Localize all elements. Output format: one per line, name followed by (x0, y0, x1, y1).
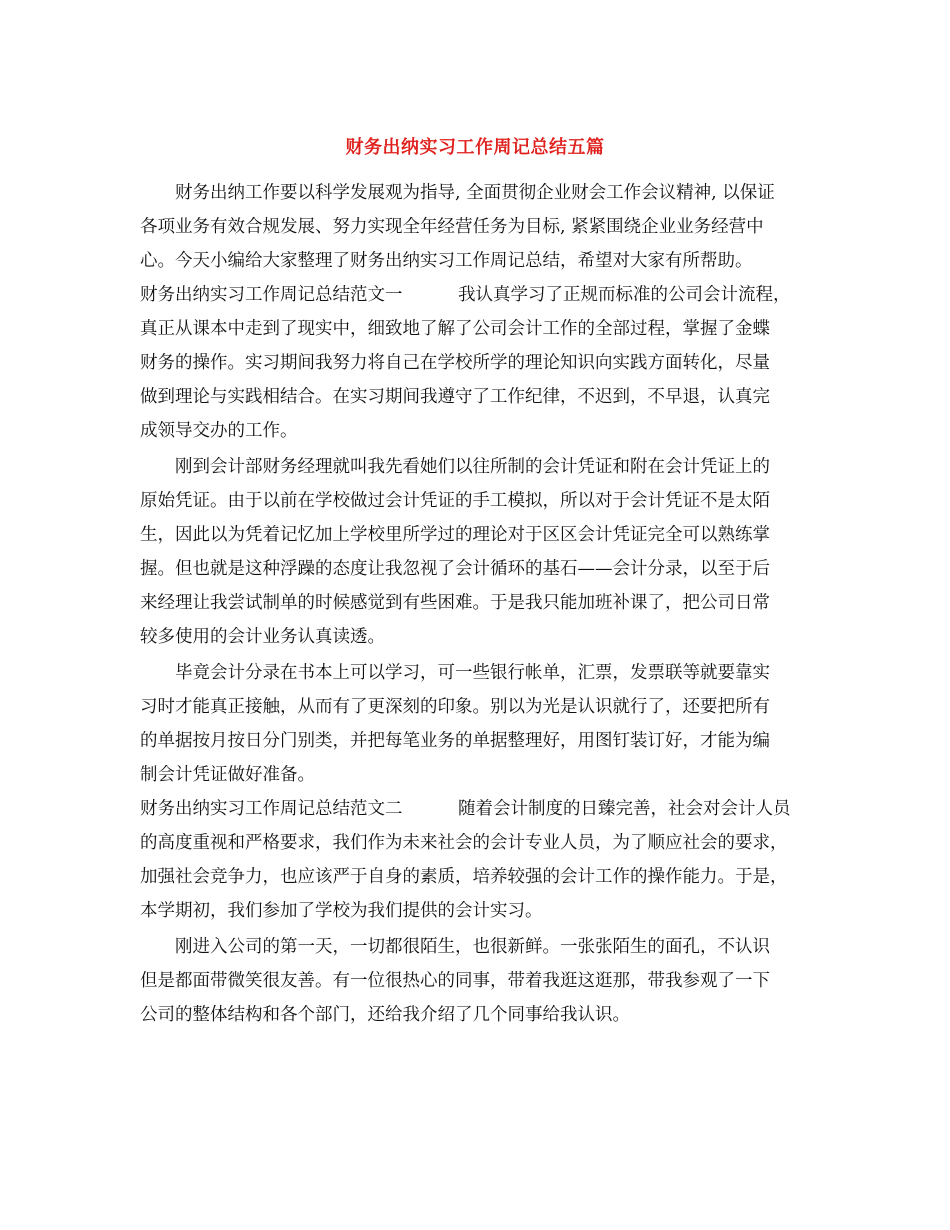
para5-line: 但是都面带微笑很友善。有一位很热心的同事，带着我逛这逛那，带我参观了一下 (140, 971, 770, 991)
section1-line: 做到理论与实践相结合。在实习期间我遵守了工作纪律，不迟到，不早退，认真完 (140, 387, 770, 407)
para2-line: 握。但也就是这种浮躁的态度让我忽视了会计循环的基石——会计分录，以至于后 (140, 559, 770, 579)
para2-line: 生，因此以为凭着记忆加上学校里所学过的理论对于区区会计凭证完全可以熟练掌 (140, 525, 770, 545)
section1-heading: 财务出纳实习工作周记总结范文一 (140, 285, 403, 305)
intro-line: 各项业务有效合规发展、努力实现全年经营任务为目标, 紧紧围绕企业业务经营中 (140, 217, 764, 237)
para2-line: 刚到会计部财务经理就叫我先看她们以往所制的会计凭证和附在会计凭证上的 (175, 457, 770, 477)
document-body (140, 176, 810, 1032)
para2-line: 原始凭证。由于以前在学校做过会计凭证的手工模拟，所以对于会计凭证不是太陌 (140, 491, 770, 511)
section2-line: 的高度重视和严格要求，我们作为未来社会的会计专业人员，为了顺应社会的要求， (140, 833, 788, 853)
para3-line: 习时才能真正接触，从而有了更深刻的印象。别以为光是认识就行了，还要把所有 (140, 697, 770, 717)
para2-line: 来经理让我尝试制单的时候感觉到有些困难。于是我只能加班补课了，把公司日常 (140, 593, 770, 613)
para3-line: 毕竟会计分录在书本上可以学习，可一些银行帐单，汇票，发票联等就要靠实 (175, 663, 770, 683)
para3-line: 制会计凭证做好准备。 (140, 765, 315, 785)
document-title: 财务出纳实习工作周记总结五篇 (345, 137, 605, 158)
section2-heading: 财务出纳实习工作周记总结范文二 (140, 799, 403, 819)
section2-line: 加强社会竞争力，也应该严于自身的素质，培养较强的会计工作的操作能力。于是， (140, 867, 788, 887)
para3-line: 的单据按月按日分门别类，并把每笔业务的单据整理好，用图钉装订好，才能为编 (140, 731, 770, 751)
para2-line: 较多使用的会计业务认真读透。 (140, 627, 385, 647)
section1-first-line (140, 278, 810, 312)
intro-line: 心。今天小编给大家整理了财务出纳实习工作周记总结，希望对大家有所帮助。 (140, 251, 753, 271)
para5-line: 公司的整体结构和各个部门，还给我介绍了几个同事给我认识。 (140, 1005, 630, 1025)
section2-first-line (140, 792, 810, 826)
section1-line: 成领导交办的工作。 (140, 421, 298, 441)
para5-line: 刚进入公司的第一天，一切都很陌生，也很新鲜。一张张陌生的面孔，不认识 (175, 937, 770, 957)
section1-line: 真正从课本中走到了现实中，细致地了解了公司会计工作的全部过程，掌握了金蝶 (140, 319, 770, 339)
section1-line: 财务的操作。实习期间我努力将自己在学校所学的理论知识向实践方面转化，尽量 (140, 353, 770, 373)
intro-line: 财务出纳工作要以科学发展观为指导, 全面贯彻企业财会工作会议精神, 以保证 (175, 183, 775, 203)
section2-line: 本学期初，我们参加了学校为我们提供的会计实习。 (140, 901, 543, 921)
section2-first-text: 随着会计制度的日臻完善，社会对会计人员 (458, 799, 791, 819)
section1-first-text: 我认真学习了正规而标准的公司会计流程， (458, 285, 791, 305)
